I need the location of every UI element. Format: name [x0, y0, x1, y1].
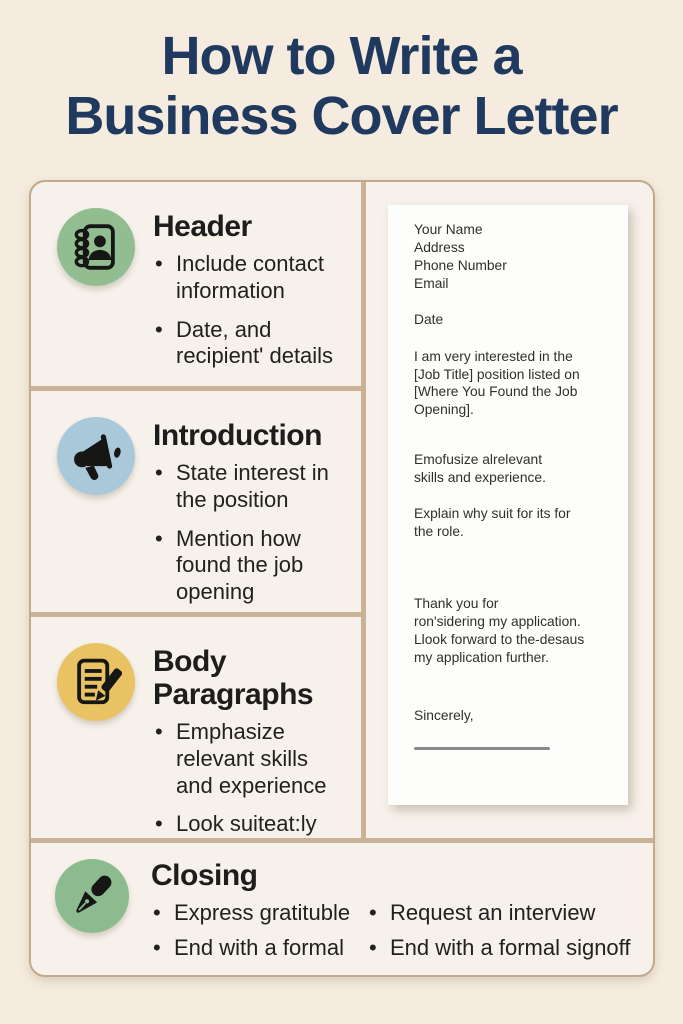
letter-line: Opening]. — [414, 402, 474, 418]
bullet-item: • Include contact information — [153, 251, 335, 305]
letter-contact-block — [414, 221, 612, 293]
infographic-panel — [29, 180, 655, 977]
introduction-icon-circle — [57, 417, 135, 495]
section-card-body-paragraphs — [31, 617, 361, 838]
section-title-header: Header — [153, 210, 252, 243]
bullet-item: • State interest in the position — [153, 460, 335, 514]
signature-line — [414, 747, 550, 750]
letter-paragraph-interest — [414, 348, 612, 420]
megaphone-icon — [69, 429, 123, 483]
body-paragraphs-bullet-list — [153, 719, 335, 838]
bullet-item: • End with a formal — [151, 935, 367, 962]
letter-line: ron'sidering my application. — [414, 613, 581, 629]
document-pencil-icon — [69, 655, 123, 709]
section-title-body-paragraphs: Body Paragraphs — [153, 645, 314, 711]
letter-date-line: Date — [414, 311, 444, 327]
address-book-icon — [69, 220, 123, 274]
section-title-introduction: Introduction — [153, 419, 322, 452]
section-card-header — [31, 182, 361, 386]
letter-line: Explain why suit for its for — [414, 506, 571, 522]
poster-title — [0, 0, 683, 147]
section-title-closing: Closing — [151, 859, 258, 892]
letter-line: Email — [414, 275, 449, 291]
letter-paragraph-thanks — [414, 595, 612, 667]
poster-title-line2: Business Cover Letter — [65, 86, 618, 147]
letter-line: Llook forward to the-desaus — [414, 631, 585, 647]
letter-paragraph-fit — [414, 505, 612, 541]
letter-paragraph-skills — [414, 451, 612, 487]
header-icon-circle — [57, 208, 135, 286]
section-card-closing — [31, 843, 653, 975]
letter-line: [Job Title] position listed on — [414, 366, 580, 382]
bullet-item: • Look suiteat:ly — [153, 811, 335, 838]
letter-line: Thank you for — [414, 595, 499, 611]
bullet-item: • End with a formal signoff — [367, 935, 631, 962]
letter-line: Emofusize alrelevant — [414, 452, 543, 468]
letter-line: Address — [414, 239, 465, 255]
letter-line: Phone Number — [414, 257, 507, 273]
closing-icon-circle — [55, 859, 129, 933]
closing-bullet-list-right — [367, 900, 631, 970]
body-paragraphs-icon-circle — [57, 643, 135, 721]
poster-title-line1: How to Write a — [161, 26, 522, 86]
bullet-item: • Mention how found the job opening — [153, 526, 335, 606]
letter-line: I am very interested in the — [414, 348, 573, 364]
letter-preview-cell — [366, 182, 653, 838]
fountain-pen-icon — [65, 869, 119, 923]
bullet-item: • Express gratituble — [151, 900, 367, 927]
bullet-item: • Request an interview — [367, 900, 631, 927]
letter-signoff: Sincerely, — [414, 707, 474, 723]
letter-line: Your Name — [414, 222, 483, 237]
letter-line: the role. — [414, 524, 464, 540]
introduction-bullet-list — [153, 460, 335, 606]
letter-line: skills and experience. — [414, 470, 546, 486]
bullet-item: • Emphasize relevant skills and experience — [153, 719, 335, 799]
letter-line: my application further. — [414, 649, 549, 665]
letter-preview — [388, 205, 628, 805]
letter-line: [Where You Found the Job — [414, 384, 578, 400]
section-card-introduction — [31, 391, 361, 612]
bullet-item: • Date, and recipient' details — [153, 317, 335, 371]
closing-bullet-list-left — [151, 900, 367, 970]
header-bullet-list — [153, 251, 335, 370]
